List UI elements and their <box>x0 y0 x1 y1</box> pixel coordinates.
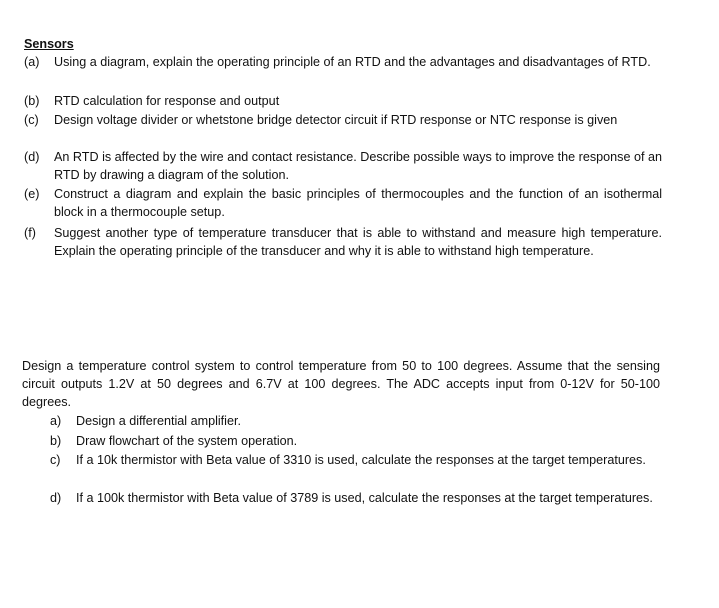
control-intro-paragraph: Design a temperature control system to control temperature from 50 to 100 degrees. Assume that the sensing circuit outputs 1.2V at 50 degrees and 6.7V at 100 degrees. The ADC accepts input from 0-12V for 50-100 degrees. <box>22 359 660 409</box>
item-marker: (e) <box>24 187 40 201</box>
item-text: If a 100k thermistor with Beta value of 3789 is used, calculate the responses at the target temperatures. <box>76 491 653 505</box>
item-marker: (d) <box>24 150 40 164</box>
item-text: Design a differential amplifier. <box>76 414 241 428</box>
item-marker: c) <box>50 453 61 467</box>
item-marker: b) <box>50 434 62 448</box>
item-marker: d) <box>50 491 62 505</box>
item-marker: (b) <box>24 94 40 108</box>
item-text: An RTD is affected by the wire and contact resistance. Describe possible ways to improve the response of an RTD by drawing a diagram of the solution. <box>54 150 662 182</box>
item-text: Suggest another type of temperature transducer that is able to withstand and measure high temperature. Explain the operating principle of the transducer and why it is able to withstand high temperature. <box>54 226 662 258</box>
item-text: Construct a diagram and explain the basic principles of thermocouples and the function of an isothermal block in a thermocouple setup. <box>54 187 662 219</box>
item-text: Draw flowchart of the system operation. <box>76 434 298 448</box>
item-marker: (c) <box>24 113 39 127</box>
item-text: Using a diagram, explain the operating principle of an RTD and the advantages and disadvantages of RTD. <box>54 55 651 69</box>
section-title-sensors: Sensors <box>24 37 74 51</box>
item-marker: a) <box>50 414 62 428</box>
item-text: RTD calculation for response and output <box>54 94 280 108</box>
item-marker: (f) <box>24 226 36 240</box>
item-text: Design voltage divider or whetstone bridge detector circuit if RTD response or NTC response is given <box>54 113 618 127</box>
item-text: If a 10k thermistor with Beta value of 3310 is used, calculate the responses at the target temperatures. <box>76 453 646 467</box>
item-marker: (a) <box>24 55 40 69</box>
